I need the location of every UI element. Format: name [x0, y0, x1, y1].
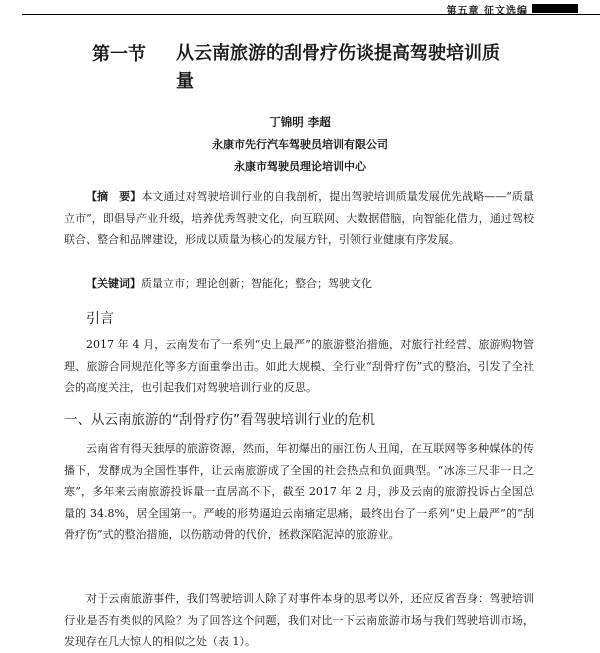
running-header [0, 0, 600, 16]
keywords [86, 273, 536, 295]
article-title: 从云南旅游的刮骨疗伤谈提高驾驶培训质量 [176, 43, 500, 92]
abstract-text: 本文通过对驾驶培训行业的自我剖析，提出驾驶培训质量发展优先战略——“质量立市”，即倡导产业升级，培养优秀驾驶文化，向互联网、大数据借脑，向智能化借力，通过驾校联合、整合和品牌建设，形成以质量为核心的发展方针，引领行业健康有序发展。 [64, 190, 534, 246]
authors: 丁锦明 李超 [269, 115, 331, 129]
section-1-paragraph-1: 云南省有得天独厚的旅游资源，然而，年初爆出的丽江伤人丑闻，在互联网等多种媒体的传播下，发酵成为全国性事件，让云南旅游成了全国的社会热点和负面典型。“冰冻三尺非一日之寒”，多年来云南旅游投诉量一直居高不下，截至 2017 年 2 月，涉及云南的旅游投诉占全国总量的 34.8%，居全国第一。严峻的形势逼迫云南痛定思痛，最终出台了一系列“史上最严”的“刮骨疗伤”式的整治措施，以伤筋动骨的代价，拯救深陷泥淖的旅游业。 [64, 442, 534, 541]
section-1-heading: 一、从云南旅游的“刮骨疗伤”看驾驶培训行业的危机 [64, 412, 375, 428]
section-label: 第一节 [92, 44, 146, 65]
abstract-label: 【摘 要】 [86, 190, 142, 203]
header-rule [22, 14, 600, 15]
affiliation-2: 永康市驾驶员理论培训中心 [234, 160, 366, 173]
affiliation-1: 永康市先行汽车驾驶员培训有限公司 [212, 138, 388, 151]
section-1-paragraph-2: 对于云南旅游事件，我们驾驶培训人除了对事件本身的思考以外，还应反省吾身：驾驶培训行业是否有类似的风险？为了回答这个问题，我们对比一下云南旅游市场与我们驾驶培训市场，发现存在几大惊人的相似之处（表 1）。 [64, 592, 534, 648]
running-header-text: 第五章 征文选编 [446, 6, 528, 17]
abstract [64, 186, 534, 251]
header-block-decoration [532, 4, 578, 13]
keywords-label: 【关键词】 [86, 277, 141, 290]
keywords-text: 质量立市；理论创新；智能化；整合；驾驶文化 [141, 277, 372, 290]
intro-heading: 引言 [86, 311, 114, 327]
intro-paragraph: 2017 年 4 月，云南发布了一系列“史上最严”的旅游整治措施，对旅行社经营、旅游购物管理、旅游合同规范化等多方面重拳出击。如此大规模、全行业“刮骨疗伤”式的整治，引发了全社会的高度关注，也引起我们对驾驶培训行业的反思。 [64, 338, 534, 394]
